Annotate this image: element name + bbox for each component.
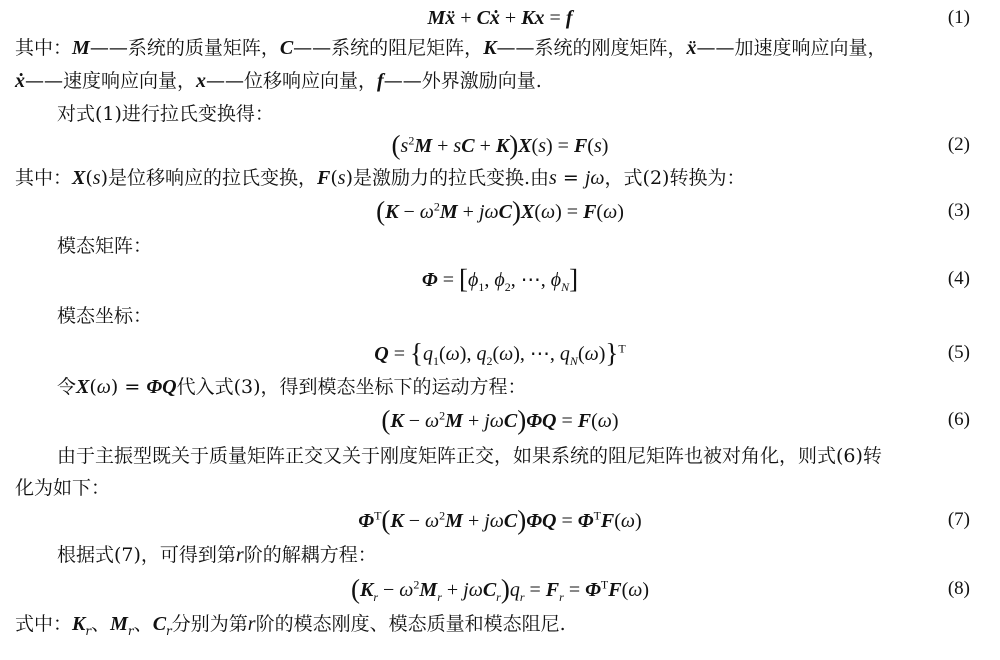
equation-1-body: Mẍ + Cẋ + Kx = f bbox=[427, 7, 573, 29]
equation-8 bbox=[0, 574, 1000, 604]
equation-number: (5) bbox=[947, 342, 970, 363]
equation-7 bbox=[0, 505, 1000, 535]
equation-8-body: $(K_r - \omega^2M_r + j\omega C_r)q_r = F_r = \Phi^TF(\omega)$ bbox=[350, 574, 650, 604]
equation-3-body: $(K - \omega^2M + j\omega C)X(\omega) = F(\omega)$ bbox=[376, 196, 624, 226]
decoupled-intro: 根据式(7)，可得到第r阶的解耦方程： bbox=[57, 544, 377, 566]
equation-4-body: $\Phi = [\phi_1$, $\phi_2$, ⋯, $\phi_N$] bbox=[421, 264, 579, 294]
equation-6-body: $(K - \omega^2M + j\omega C)\Phi Q = F(\omega)$ bbox=[381, 405, 619, 435]
variable-definitions-line-1: 其中：M——系统的质量矩阵，C——系统的阻尼矩阵，K——系统的刚度矩阵，ẍ——加速度响应向量， bbox=[15, 37, 887, 59]
orthogonality-line-2: 化为如下： bbox=[15, 477, 111, 499]
equation-3 bbox=[0, 196, 1000, 226]
laplace-intro: 对式(1)进行拉氏变换得： bbox=[57, 103, 274, 125]
substitution-line: 令X(ω) = ΦQ代入式(3)，得到模态坐标下的运动方程： bbox=[57, 376, 527, 398]
variable-definitions-line-2: ẋ——速度响应向量，x——位移响应向量，f——外界激励向量. bbox=[15, 70, 542, 92]
laplace-definitions: 其中：X(s)是位移响应的拉氏变换，F(s)是激励力的拉氏变换.由s = jω，式(2)转换为： bbox=[15, 167, 746, 189]
modal-coord-label: 模态坐标： bbox=[57, 305, 153, 327]
equation-number: (3) bbox=[947, 200, 970, 221]
modal-parameters-definition: 式中：$K_r$、$M_r$、$C_r$分别为第r阶的模态刚度、模态质量和模态阻尼. bbox=[15, 613, 566, 638]
equation-5-body: $Q = \{q_1(\omega)$, $q_2(\omega)$, ⋯, $q_N(\omega)\}^T$ bbox=[374, 338, 626, 368]
equation-5 bbox=[0, 338, 1000, 368]
equation-number: (2) bbox=[947, 134, 970, 155]
equation-number: (8) bbox=[947, 578, 970, 599]
equation-number: (6) bbox=[947, 409, 970, 430]
equation-number: (7) bbox=[947, 509, 970, 530]
equation-4 bbox=[0, 264, 1000, 294]
equation-6 bbox=[0, 405, 1000, 435]
equation-number: (1) bbox=[947, 7, 970, 28]
equation-2-body: ($s^2M$ + sC + K)X(s) = F(s) bbox=[391, 130, 609, 160]
equation-2 bbox=[0, 130, 1000, 160]
equation-number: (4) bbox=[947, 268, 970, 289]
orthogonality-line-1: 由于主振型既关于质量矩阵正交又关于刚度矩阵正交，如果系统的阻尼矩阵也被对角化，则式(6)转 bbox=[57, 445, 882, 467]
modal-matrix-label: 模态矩阵： bbox=[57, 235, 153, 257]
equation-7-body: $\Phi^T(K - \omega^2M + j\omega C)\Phi Q = \Phi^TF(\omega)$ bbox=[358, 505, 642, 535]
equation-1 bbox=[0, 3, 1000, 33]
